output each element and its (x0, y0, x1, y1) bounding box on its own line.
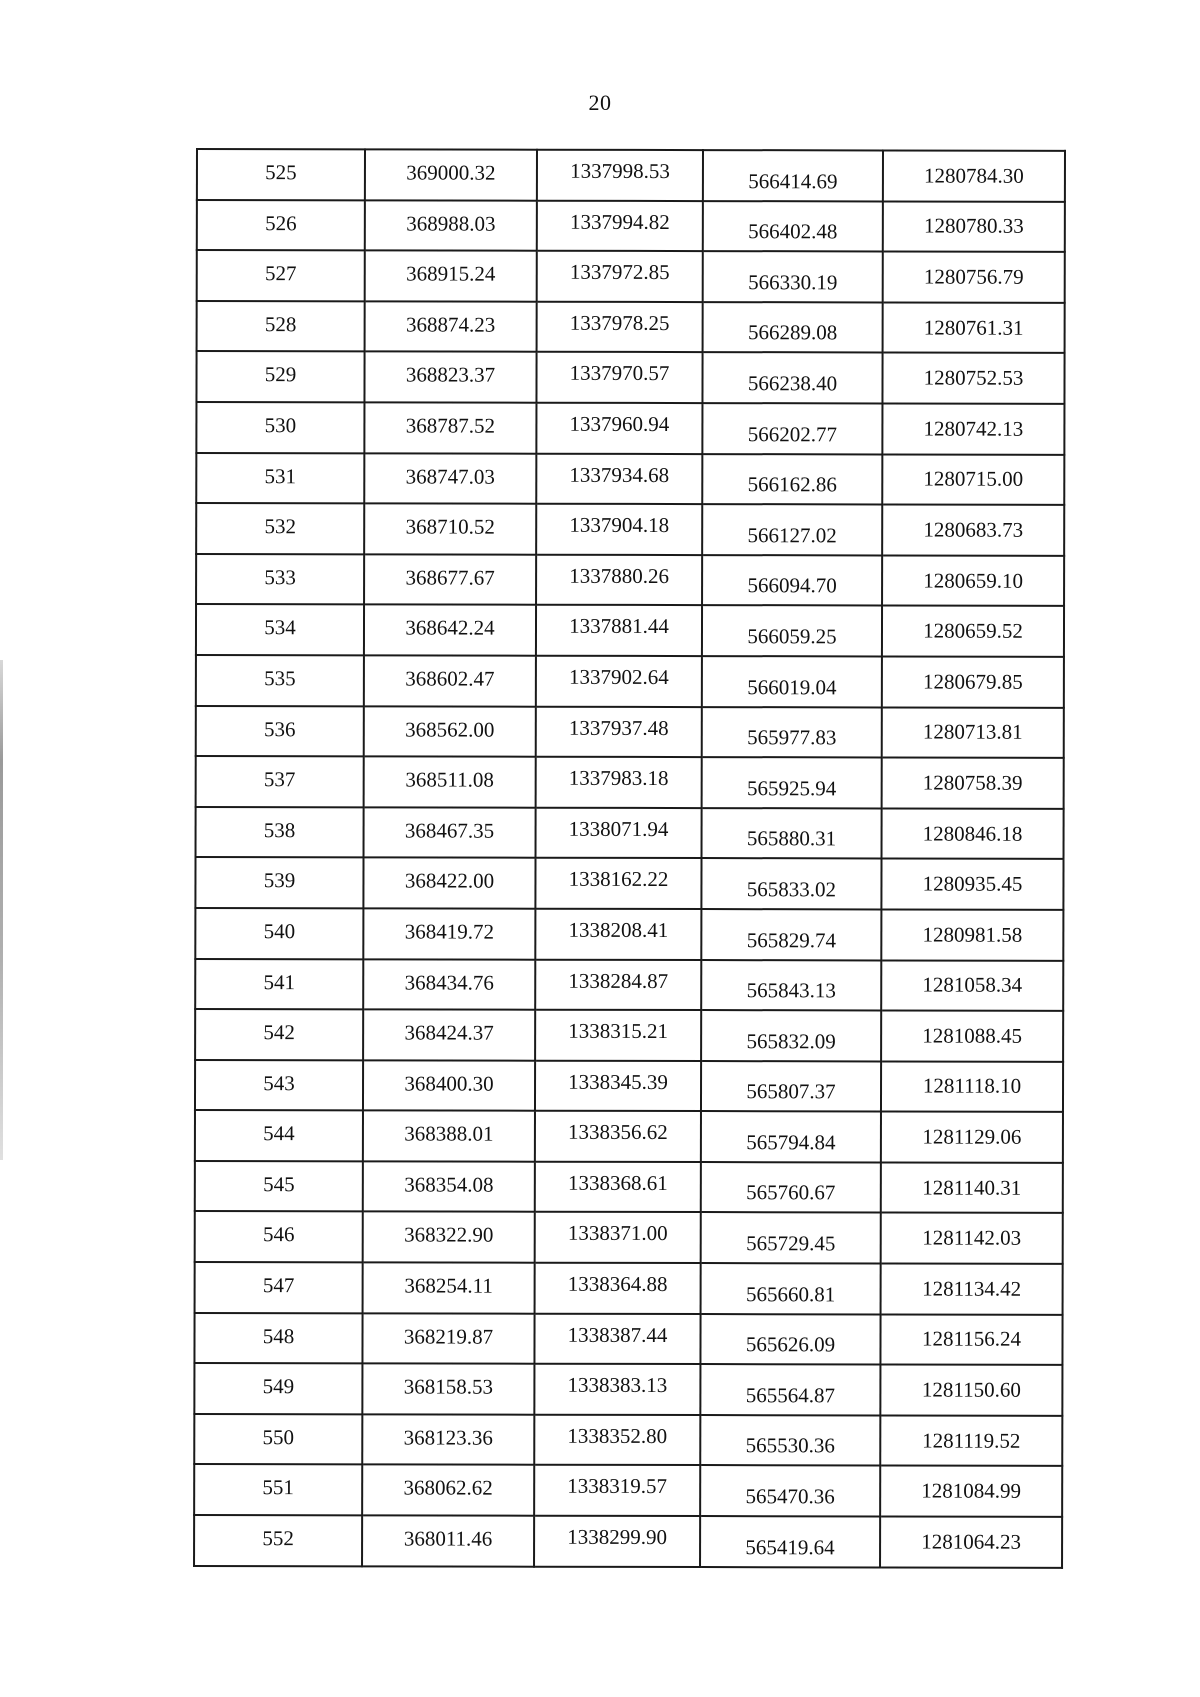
y-coordinate-cell: 1337983.18 (536, 757, 702, 808)
y-coordinate-cell: 1337960.94 (536, 403, 702, 454)
x-coordinate-cell: 368219.87 (362, 1313, 534, 1364)
point-number-cell: 537 (196, 756, 364, 807)
table-row (195, 1060, 1063, 1112)
y2-coordinate-cell: 1280981.58 (881, 909, 1063, 960)
y2-coordinate-cell: 1281150.60 (880, 1365, 1062, 1416)
point-number-cell: 541 (195, 959, 363, 1010)
x2-coordinate-cell: 565977.83 (702, 707, 882, 758)
y-coordinate-cell: 1337998.53 (537, 150, 703, 201)
x-coordinate-cell: 368254.11 (363, 1262, 535, 1313)
point-number-cell: 549 (194, 1363, 362, 1414)
y-coordinate-cell: 1338345.39 (535, 1060, 701, 1111)
table-row (195, 1110, 1063, 1162)
x-coordinate-cell: 369000.32 (365, 149, 537, 200)
point-number-cell: 528 (197, 301, 365, 352)
x2-coordinate-cell: 565419.64 (700, 1516, 880, 1567)
y-coordinate-cell: 1338364.88 (535, 1263, 701, 1314)
coordinate-table-body (194, 149, 1065, 1567)
y2-coordinate-cell: 1280659.10 (882, 555, 1064, 606)
x-coordinate-cell: 368823.37 (364, 352, 536, 403)
y-coordinate-cell: 1338162.22 (535, 858, 701, 909)
point-number-cell: 544 (195, 1110, 363, 1161)
y2-coordinate-cell: 1281064.23 (880, 1516, 1062, 1567)
y-coordinate-cell: 1337978.25 (537, 301, 703, 352)
x-coordinate-cell: 368158.53 (362, 1364, 534, 1415)
x2-coordinate-cell: 565530.36 (700, 1415, 880, 1466)
y2-coordinate-cell: 1281129.06 (881, 1112, 1063, 1163)
table-row (196, 756, 1064, 808)
x-coordinate-cell: 368011.46 (362, 1515, 534, 1566)
x2-coordinate-cell: 566059.25 (702, 605, 882, 656)
point-number-cell: 540 (195, 908, 363, 959)
y-coordinate-cell: 1338208.41 (535, 909, 701, 960)
y2-coordinate-cell: 1280761.31 (883, 302, 1065, 353)
x2-coordinate-cell: 566202.77 (702, 403, 882, 454)
y-coordinate-cell: 1337880.26 (536, 554, 702, 605)
x-coordinate-cell: 368354.08 (363, 1161, 535, 1212)
table-row (197, 301, 1065, 353)
y2-coordinate-cell: 1281084.99 (880, 1466, 1062, 1517)
point-number-cell: 552 (194, 1515, 362, 1566)
y2-coordinate-cell: 1280846.18 (882, 808, 1064, 859)
x-coordinate-cell: 368400.30 (363, 1060, 535, 1111)
table-row (196, 706, 1064, 758)
x2-coordinate-cell: 565660.81 (701, 1263, 881, 1314)
point-number-cell: 529 (196, 351, 364, 402)
x2-coordinate-cell: 565760.67 (701, 1162, 881, 1213)
x-coordinate-cell: 368123.36 (362, 1414, 534, 1465)
point-number-cell: 546 (195, 1211, 363, 1262)
x-coordinate-cell: 368915.24 (365, 251, 537, 302)
x-coordinate-cell: 368388.01 (363, 1111, 535, 1162)
y-coordinate-cell: 1338315.21 (535, 1010, 701, 1061)
y-coordinate-cell: 1338299.90 (534, 1516, 700, 1567)
x2-coordinate-cell: 566127.02 (702, 504, 882, 555)
point-number-cell: 538 (196, 807, 364, 858)
x2-coordinate-cell: 566238.40 (702, 352, 882, 403)
y-coordinate-cell: 1337994.82 (537, 200, 703, 251)
point-number-cell: 526 (197, 200, 365, 251)
x2-coordinate-cell: 565832.09 (701, 1010, 881, 1061)
table-row (194, 1414, 1062, 1466)
x2-coordinate-cell: 565880.31 (702, 808, 882, 859)
x-coordinate-cell: 368562.00 (364, 706, 536, 757)
x2-coordinate-cell: 566414.69 (703, 150, 883, 201)
table-row (196, 453, 1064, 505)
point-number-cell: 545 (195, 1161, 363, 1212)
point-number-cell: 551 (194, 1464, 362, 1515)
x-coordinate-cell: 368677.67 (364, 554, 536, 605)
x2-coordinate-cell: 565794.84 (701, 1111, 881, 1162)
y-coordinate-cell: 1338383.13 (534, 1364, 700, 1415)
y-coordinate-cell: 1337937.48 (536, 706, 702, 757)
point-number-cell: 531 (196, 453, 364, 504)
x2-coordinate-cell: 566019.04 (702, 656, 882, 707)
table-row (195, 1211, 1063, 1263)
table-row (195, 908, 1063, 960)
point-number-cell: 535 (196, 655, 364, 706)
y2-coordinate-cell: 1281088.45 (881, 1011, 1063, 1062)
y2-coordinate-cell: 1281142.03 (881, 1213, 1063, 1264)
x2-coordinate-cell: 565564.87 (700, 1364, 880, 1415)
x-coordinate-cell: 368787.52 (364, 402, 536, 453)
x-coordinate-cell: 368988.03 (365, 200, 537, 251)
y-coordinate-cell: 1338071.94 (536, 807, 702, 858)
y2-coordinate-cell: 1280713.81 (882, 707, 1064, 758)
table-row (195, 959, 1063, 1011)
point-number-cell: 543 (195, 1060, 363, 1111)
y2-coordinate-cell: 1280756.79 (883, 252, 1065, 303)
y-coordinate-cell: 1338319.57 (534, 1465, 700, 1516)
x2-coordinate-cell: 565729.45 (701, 1213, 881, 1264)
point-number-cell: 530 (196, 402, 364, 453)
x2-coordinate-cell: 566162.86 (702, 454, 882, 505)
table-row (194, 1515, 1062, 1567)
x2-coordinate-cell: 565829.74 (701, 909, 881, 960)
table-row (194, 1464, 1062, 1516)
x2-coordinate-cell: 566330.19 (703, 251, 883, 302)
coordinate-table (193, 148, 1066, 1568)
table-row (196, 807, 1064, 859)
x-coordinate-cell: 368062.62 (362, 1465, 534, 1516)
point-number-cell: 527 (197, 250, 365, 301)
table-row (194, 1313, 1062, 1365)
point-number-cell: 533 (196, 554, 364, 605)
point-number-cell: 525 (197, 149, 365, 200)
y2-coordinate-cell: 1280780.33 (883, 201, 1065, 252)
table-row (197, 149, 1065, 201)
scan-edge-shadow (0, 660, 3, 1160)
y2-coordinate-cell: 1281058.34 (881, 960, 1063, 1011)
y-coordinate-cell: 1337904.18 (536, 504, 702, 555)
y2-coordinate-cell: 1281156.24 (880, 1314, 1062, 1365)
y-coordinate-cell: 1337902.64 (536, 656, 702, 707)
table-row (195, 1009, 1063, 1061)
table-row (195, 1161, 1063, 1213)
y2-coordinate-cell: 1280758.39 (882, 758, 1064, 809)
table-row (197, 200, 1065, 252)
y-coordinate-cell: 1338356.62 (535, 1111, 701, 1162)
x2-coordinate-cell: 565925.94 (702, 757, 882, 808)
y2-coordinate-cell: 1280784.30 (883, 150, 1065, 201)
table-row (195, 857, 1063, 909)
table-row (196, 503, 1064, 555)
y2-coordinate-cell: 1280683.73 (882, 505, 1064, 556)
x-coordinate-cell: 368710.52 (364, 504, 536, 555)
y-coordinate-cell: 1338284.87 (535, 959, 701, 1010)
y2-coordinate-cell: 1281119.52 (880, 1415, 1062, 1466)
point-number-cell: 536 (196, 706, 364, 757)
table-row (197, 250, 1065, 302)
y-coordinate-cell: 1337934.68 (536, 453, 702, 504)
table-row (196, 402, 1064, 454)
point-number-cell: 534 (196, 604, 364, 655)
x-coordinate-cell: 368467.35 (364, 807, 536, 858)
x-coordinate-cell: 368424.37 (363, 1009, 535, 1060)
x-coordinate-cell: 368511.08 (364, 756, 536, 807)
table-row (196, 351, 1064, 403)
x-coordinate-cell: 368602.47 (364, 655, 536, 706)
y-coordinate-cell: 1338352.80 (534, 1415, 700, 1466)
point-number-cell: 542 (195, 1009, 363, 1060)
x2-coordinate-cell: 566289.08 (703, 302, 883, 353)
x-coordinate-cell: 368747.03 (364, 453, 536, 504)
x2-coordinate-cell: 565626.09 (700, 1314, 880, 1365)
y-coordinate-cell: 1338371.00 (535, 1212, 701, 1263)
y-coordinate-cell: 1337881.44 (536, 605, 702, 656)
x-coordinate-cell: 368434.76 (363, 959, 535, 1010)
y-coordinate-cell: 1338368.61 (535, 1162, 701, 1213)
y2-coordinate-cell: 1281118.10 (881, 1061, 1063, 1112)
point-number-cell: 532 (196, 503, 364, 554)
y2-coordinate-cell: 1280715.00 (882, 454, 1064, 505)
x2-coordinate-cell: 565807.37 (701, 1061, 881, 1112)
y-coordinate-cell: 1337972.85 (537, 251, 703, 302)
point-number-cell: 550 (194, 1414, 362, 1465)
x-coordinate-cell: 368322.90 (363, 1212, 535, 1263)
table-row (195, 1262, 1063, 1314)
x2-coordinate-cell: 566094.70 (702, 555, 882, 606)
y2-coordinate-cell: 1281140.31 (881, 1162, 1063, 1213)
page-number: 20 (588, 90, 612, 115)
table-row (196, 554, 1064, 606)
point-number-cell: 539 (195, 857, 363, 908)
y2-coordinate-cell: 1280742.13 (882, 403, 1064, 454)
x2-coordinate-cell: 565843.13 (701, 960, 881, 1011)
table-row (196, 604, 1064, 656)
y-coordinate-cell: 1338387.44 (534, 1313, 700, 1364)
table-row (196, 655, 1064, 707)
x2-coordinate-cell: 565470.36 (700, 1465, 880, 1516)
y2-coordinate-cell: 1280659.52 (882, 606, 1064, 657)
x2-coordinate-cell: 565833.02 (701, 858, 881, 909)
table-row (194, 1363, 1062, 1415)
y2-coordinate-cell: 1280679.85 (882, 656, 1064, 707)
point-number-cell: 548 (194, 1313, 362, 1364)
x-coordinate-cell: 368642.24 (364, 605, 536, 656)
point-number-cell: 547 (195, 1262, 363, 1313)
y2-coordinate-cell: 1280935.45 (881, 859, 1063, 910)
x-coordinate-cell: 368422.00 (363, 858, 535, 909)
x-coordinate-cell: 368419.72 (363, 908, 535, 959)
y2-coordinate-cell: 1280752.53 (882, 353, 1064, 404)
y2-coordinate-cell: 1281134.42 (881, 1263, 1063, 1314)
y-coordinate-cell: 1337970.57 (536, 352, 702, 403)
x-coordinate-cell: 368874.23 (365, 301, 537, 352)
x2-coordinate-cell: 566402.48 (703, 201, 883, 252)
